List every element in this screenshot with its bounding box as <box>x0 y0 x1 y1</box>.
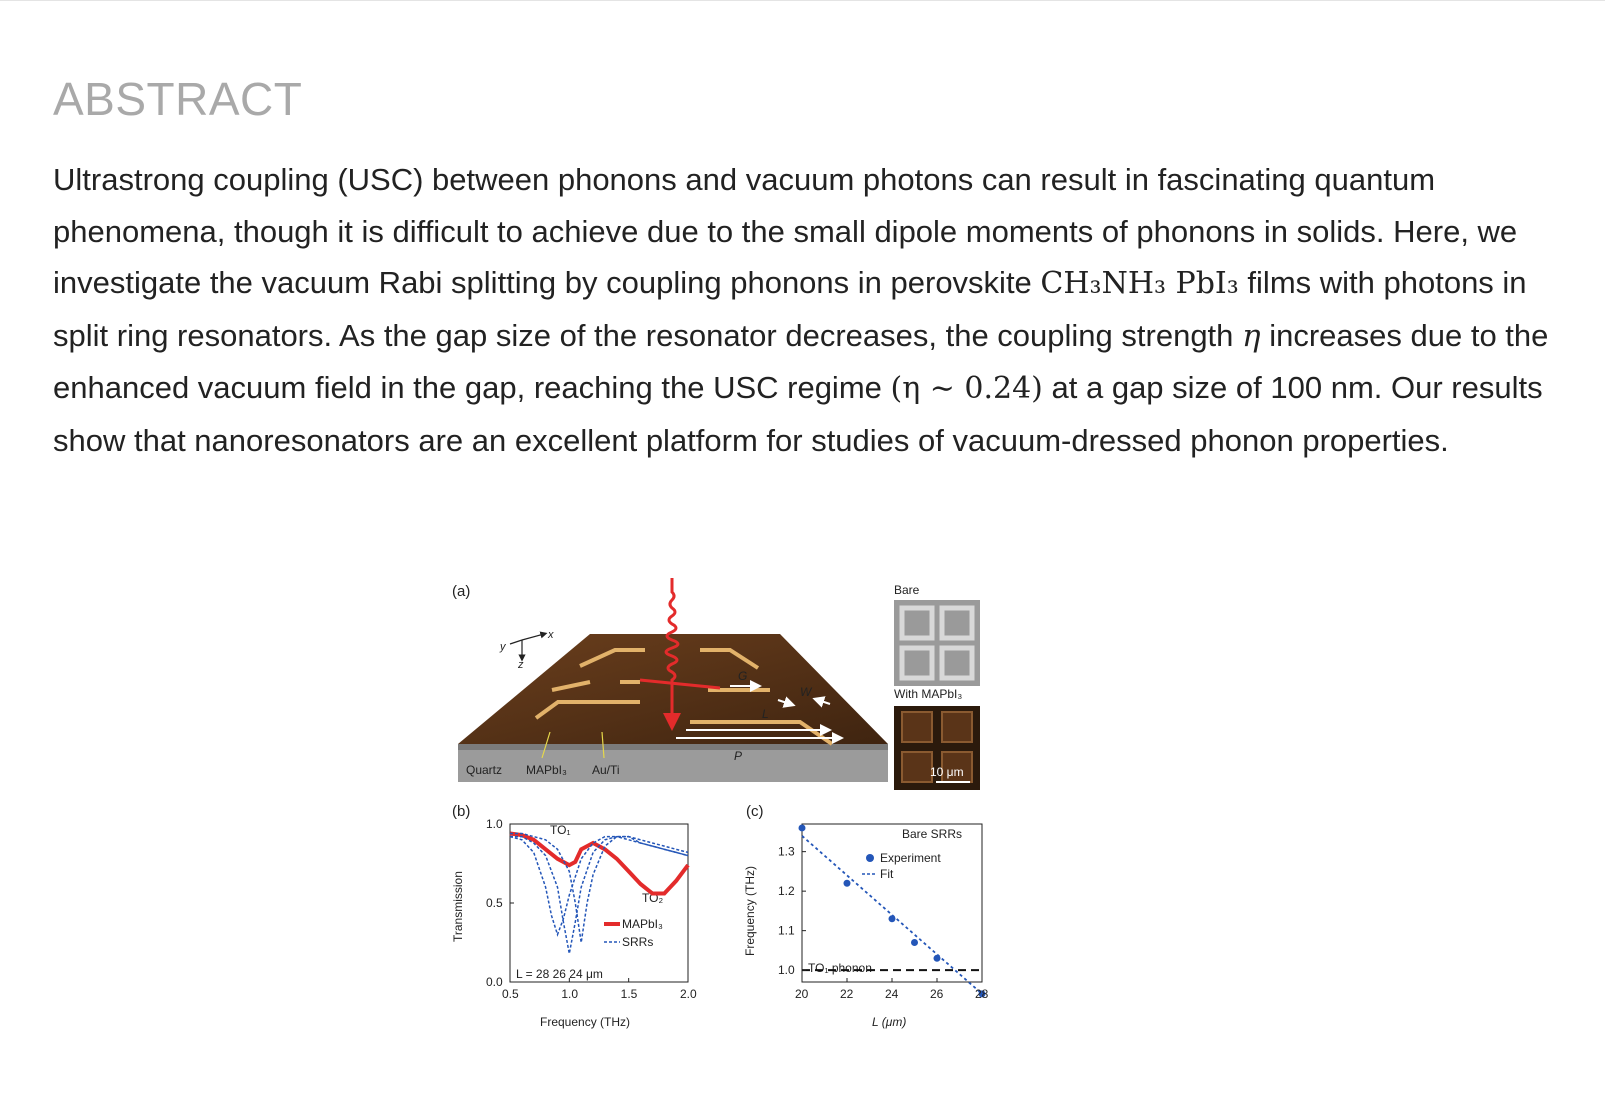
eta-symbol: η <box>1242 317 1261 354</box>
abstract-text <box>53 154 1553 467</box>
chemical-formula: CH₃NH₃ PbI₃ <box>1040 266 1239 302</box>
mapbi-transmission-line <box>510 834 688 894</box>
panel-c-ytick-label: 1.1 <box>778 923 795 938</box>
panel-c-ylabel: Frequency (THz) <box>743 865 757 956</box>
lengths-label: L = 28 26 24 μm <box>516 967 603 981</box>
abstract-part-3: increases due to the enhanced vacuum field in the gap, reaching the USC regime <box>53 317 1549 406</box>
panel-b-xtick-label: 0.5 <box>502 987 519 1001</box>
panel-c-xlabel: L (μm) <box>872 1015 907 1029</box>
y-axis-line <box>510 640 522 644</box>
panel-c-frame <box>802 824 982 982</box>
quartz-label: Quartz <box>466 763 503 777</box>
with-cell-1 <box>902 712 932 742</box>
bare-micrograph <box>894 600 980 686</box>
experiment-point <box>844 880 851 887</box>
with-cell-3 <box>902 752 932 782</box>
abstract-part-4: at a gap size of 100 nm. Our results show that nanoresonators are an excellent platform for studies of vacuum-dressed phonon properties. <box>53 370 1543 458</box>
y-axis-label: y <box>500 641 506 653</box>
legend-mapbi-label: MAPbI₃ <box>622 917 663 931</box>
panel-a-label: (a) <box>452 583 471 600</box>
coordinate-axes <box>499 629 554 671</box>
abstract-part-2: films with photons in split ring resonators. As the gap size of the resonator decreases, the coupling strength <box>53 265 1527 353</box>
legend-fit-label: Fit <box>880 867 894 881</box>
panel-c-xtick-label: 22 <box>840 987 854 1001</box>
dim-g-label: G <box>738 669 748 683</box>
panel-b-ylabel: Transmission <box>451 871 465 942</box>
panel-b-ytick-label: 0.0 <box>486 975 503 989</box>
panel-b-xtick-label: 1.0 <box>561 987 579 1001</box>
slab-edge <box>458 744 888 750</box>
with-cell-2 <box>942 712 972 742</box>
panel-c-ytick-label: 1.3 <box>778 844 795 859</box>
experiment-point <box>934 955 941 962</box>
panel-c-xtick-label: 20 <box>795 987 809 1001</box>
x-axis-arrow <box>522 634 544 640</box>
legend-srrs-label: SRRs <box>622 935 654 949</box>
z-axis-label: z <box>518 659 524 671</box>
to2-label: TO₂ <box>642 891 664 905</box>
section-heading: ABSTRACT <box>53 73 303 125</box>
panel-c <box>743 803 989 1029</box>
panel-c-xtick-label: 28 <box>975 987 989 1001</box>
mapbi-label: MAPbI₃ <box>526 763 567 777</box>
panel-c-ytick-label: 1.0 <box>778 963 795 978</box>
experiment-point <box>799 824 806 831</box>
abstract-part-1: Ultrastrong coupling (USC) between phonons and vacuum photons can result in fascinating quantum phenomena, though it is difficult to achieve due to the small dipole moments of phonons in solids. Here, we investigate the vacuum Rabi splitting by coupling phonons in perovskite <box>53 162 1518 301</box>
panel-c-ytick-label: 1.2 <box>778 884 795 899</box>
panel-c-subtitle: Bare SRRs <box>902 827 963 841</box>
panel-b-xlabel: Frequency (THz) <box>540 1015 631 1029</box>
x-axis-label: x <box>548 629 554 641</box>
scale-bar-label: 10 μm <box>930 765 964 779</box>
phonon-label: TO₁ phonon <box>808 961 872 975</box>
legend-experiment-marker <box>866 854 874 862</box>
legend-experiment-label: Experiment <box>880 851 941 865</box>
panel-c-label: (c) <box>746 803 764 820</box>
panel-b-label: (b) <box>452 803 471 820</box>
panel-c-xtick-label: 26 <box>930 987 944 1001</box>
top-divider <box>0 0 1605 1</box>
experiment-point <box>889 915 896 922</box>
usc-regime-value: (η ∼ 0.24) <box>890 371 1043 407</box>
figure-canvas <box>440 572 1000 1052</box>
panel-b <box>451 803 697 1029</box>
figure <box>440 572 1000 1052</box>
panel-b-xtick-label: 1.5 <box>620 987 638 1001</box>
panel-a <box>452 578 980 790</box>
panel-b-xtick-label: 2.0 <box>680 987 697 1001</box>
panel-c-xtick-label: 24 <box>885 987 899 1001</box>
dim-w-label: W <box>800 685 812 699</box>
to1-label: TO₁ <box>550 823 571 837</box>
panel-b-ytick-label: 0.5 <box>486 896 503 910</box>
inset-bare-label: Bare <box>894 583 920 597</box>
inset-with-label: With MAPbI₃ <box>894 687 963 701</box>
auti-label: Au/Ti <box>592 763 620 777</box>
dim-p-label: P <box>734 749 743 763</box>
experiment-point <box>911 939 918 946</box>
panel-b-ytick-label: 1.0 <box>486 817 503 831</box>
dim-l-label: L <box>762 707 769 721</box>
